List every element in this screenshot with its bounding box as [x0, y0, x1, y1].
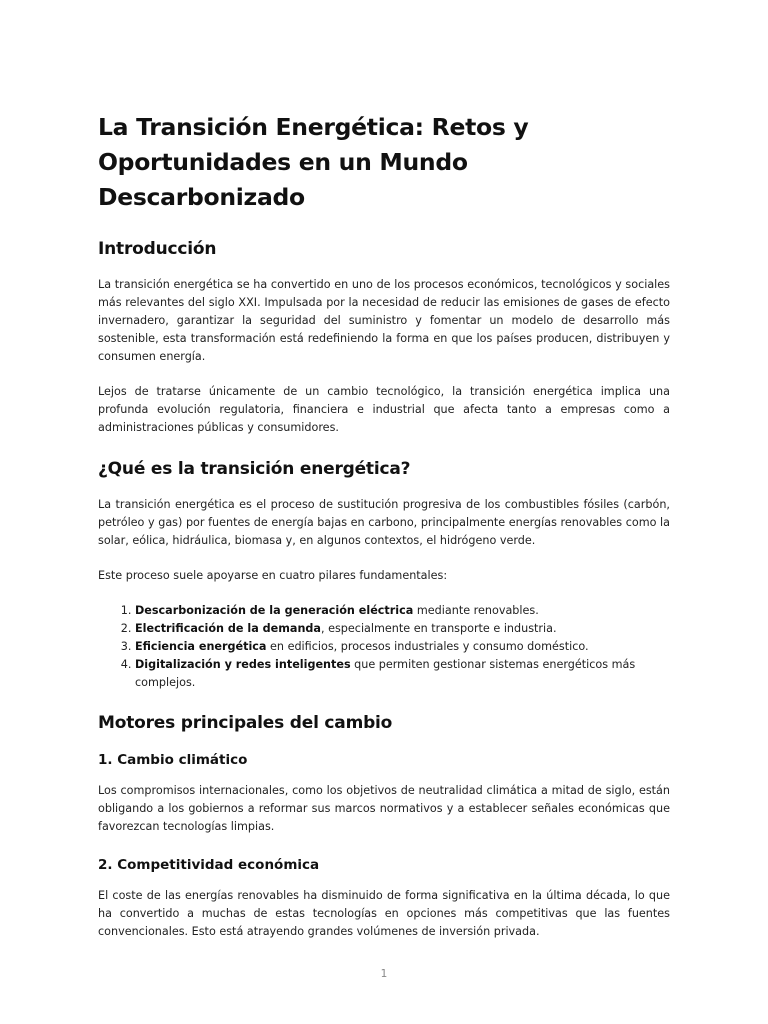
pillar-2-bold: Electrificación de la demanda: [135, 622, 321, 635]
heading-cambio-climatico: 1. Cambio climático: [98, 752, 248, 768]
pillar-4-bold: Digitalización y redes inteligentes: [135, 658, 351, 671]
pillar-4-text: que permiten gestionar sistemas energéticos más complejos.: [135, 658, 636, 689]
list-item: [135, 620, 670, 638]
heading-competitividad: 2. Competitividad económica: [98, 857, 320, 873]
pillar-1-bold: Descarbonización de la generación eléctrica: [135, 604, 414, 617]
intro-paragraph-2: Lejos de tratarse únicamente de un cambio tecnológico, la transición energética implica una profunda evolución regulatoria, financiera e industrial que afecta tanto a empresas como a administraciones públicas y consumidores.: [98, 385, 670, 434]
what-paragraph-2: Este proceso suele apoyarse en cuatro pilares fundamentales:: [98, 569, 448, 582]
pillar-1-text: mediante renovables.: [413, 604, 539, 617]
competitiveness-paragraph: El coste de las energías renovables ha disminuido de forma significativa en la última década, lo que ha convertido a muchas de estas tecnologías en opciones más competitivas que las fuentes convencionales. Esto está atrayendo grandes volúmenes de inversión privada.: [98, 889, 670, 938]
heading-introduccion: Introducción: [98, 239, 217, 259]
pillar-3-bold: Eficiencia energética: [135, 640, 267, 653]
page-number: 1: [380, 968, 388, 980]
heading-motores: Motores principales del cambio: [98, 713, 393, 733]
list-item: [135, 602, 670, 620]
intro-paragraph-1: La transición energética se ha convertido en uno de los procesos económicos, tecnológicos y sociales más relevantes del siglo XXI. Impulsada por la necesidad de reducir las emisiones de gases de efecto invernadero, garantizar la seguridad del suministro y fomentar un modelo de desarrollo más sostenible, esta transformación está redefiniendo la forma en que los países producen, distribuyen y consumen energía.: [98, 278, 670, 363]
list-item: [135, 638, 670, 656]
climate-paragraph: Los compromisos internacionales, como los objetivos de neutralidad climática a mitad de siglo, están obligando a los gobiernos a reformar sus marcos normativos y a establecer señales económicas que favorezcan tecnologías limpias.: [98, 784, 670, 833]
pillars-list: [98, 602, 670, 692]
what-paragraph-1: La transición energética es el proceso de sustitución progresiva de los combustibles fósiles (carbón, petróleo y gas) por fuentes de energía bajas en carbono, principalmente energías renovables como la solar, eólica, hidráulica, biomasa y, en algunos contextos, el hidrógeno verde.: [98, 498, 670, 547]
heading-que-es: ¿Qué es la transición energética?: [98, 459, 411, 479]
document-title: La Transición Energética: Retos y Oportunidades en un Mundo Descarbonizado: [98, 113, 529, 211]
pillar-3-text: en edificios, procesos industriales y consumo doméstico.: [266, 640, 589, 653]
pillar-2-text: , especialmente en transporte e industria.: [320, 622, 557, 635]
list-item: [135, 656, 670, 692]
document-page: [98, 110, 670, 958]
